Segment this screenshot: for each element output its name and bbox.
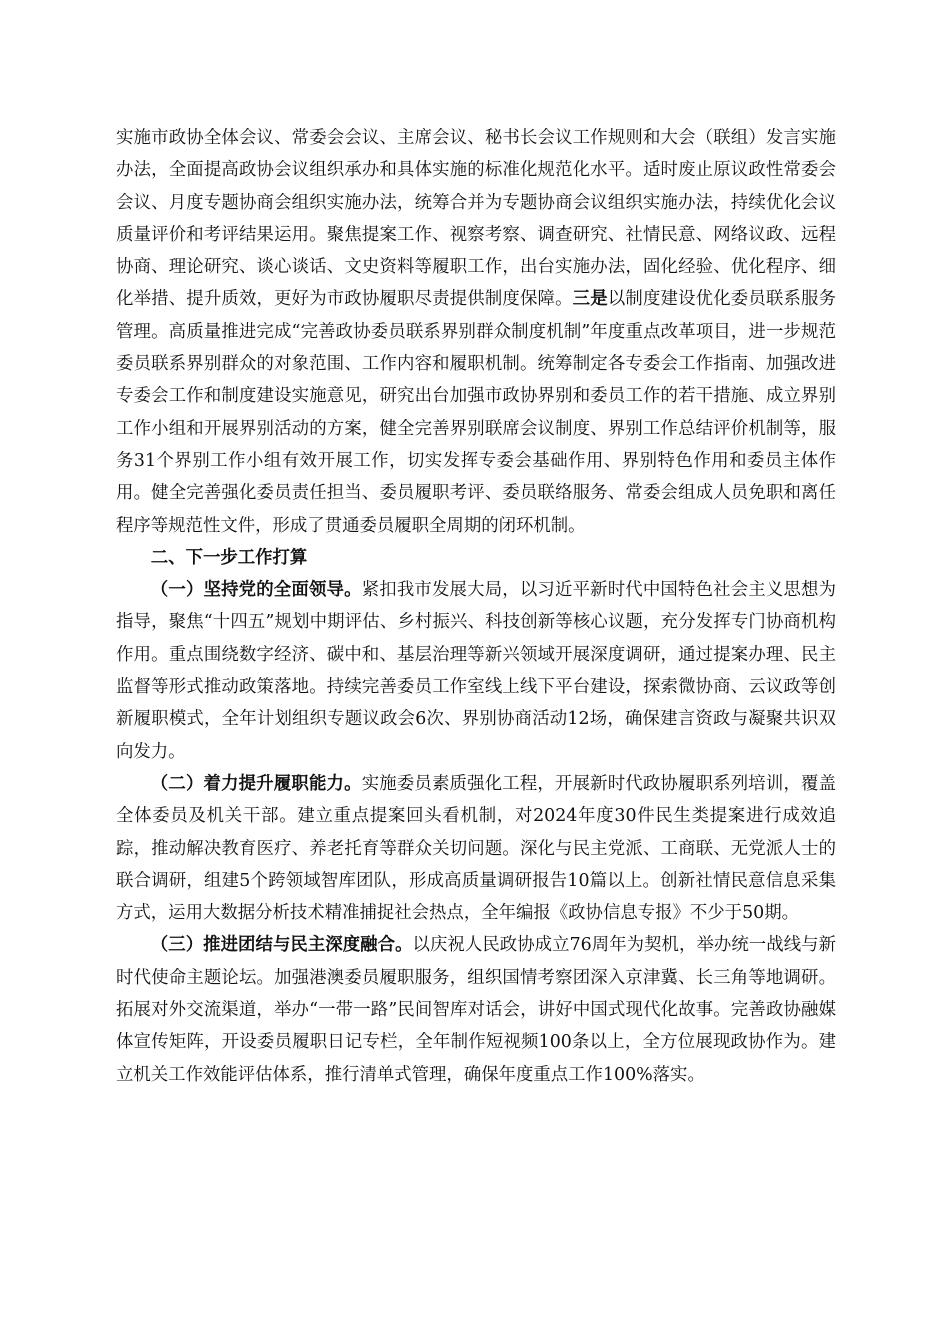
paragraph-institution-building bbox=[116, 122, 836, 542]
paragraph-unity-democracy bbox=[116, 929, 836, 1090]
document-body bbox=[116, 122, 836, 1091]
paragraph-lead: （三）推进团结与民主深度融合。 bbox=[150, 935, 413, 956]
paragraph-lead: 三是 bbox=[572, 289, 608, 310]
paragraph-text: 实施市政协全体会议、常委会会议、主席会议、秘书长会议工作规则和大会（联组）发言实施办法，全面提高政协会议组织承办和具体实施的标准化规范化水平。适时废止原议政性常委会会议、月度专题协商会组织实施办法，统筹合并为专题协商会议组织实施办法，持续优化会议质量评价和考评结果运用。聚焦提案工作、视察考察、调查研究、社情民意、网络议政、远程协商、理论研究、谈心谈话、文史资料等履职工作，出台实施办法，固化经验、优化程序、细化举措、提升质效，更好为市政协履职尽责提供制度保障。 bbox=[116, 128, 836, 310]
section-heading: 二、下一步工作打算 bbox=[150, 547, 308, 568]
paragraph-lead: （二）着力提升履职能力。 bbox=[150, 773, 362, 794]
paragraph-text: 以制度建设优化委员联系服务管理。高质量推进完成“完善政协委员联系界别群众制度机制”年度重点改革项目，进一步规范委员联系界别群众的对象范围、工作内容和履职机制。统筹制定各专委会工作指南、加强改进专委会工作和制度建设实施意见，研究出台加强市政协界别和委员工作的若干措施、成立界别工作小组和开展界别活动的方案，健全完善界别联席会议制度、界别工作总结评价机制等，服务31个界别工作小组有效开展工作，切实发挥专委会基础作用、界别特色作用和委员主体作用。健全完善强化委员责任担当、委员履职考评、委员联络服务、常委会组成人员免职和离任程序等规范性文件，形成了贯通委员履职全周期的闭环机制。 bbox=[116, 289, 836, 536]
paragraph-text: 以庆祝人民政协成立76周年为契机，举办统一战线与新时代使命主题论坛。加强港澳委员履职服务，组织国情考察团深入京津冀、长三角等地调研。拓展对外交流渠道，举办“一带一路”民间智库对话会，讲好中国式现代化故事。完善政协融媒体宣传矩阵，开设委员履职日记专栏，全年制作短视频100条以上，全方位展现政协作为。建立机关工作效能评估体系，推行清单式管理，确保年度重点工作100%落实。 bbox=[116, 935, 836, 1085]
paragraph-text: 实施委员素质强化工程，开展新时代政协履职系列培训，覆盖全体委员及机关干部。建立重点提案回头看机制，对2024年度30件民生类提案进行成效追踪，推动解决教育医疗、养老托育等群众关切问题。深化与民主党派、工商联、无党派人士的联合调研，组建5个跨领域智库团队，形成高质量调研报告10篇以上。创新社情民意信息采集方式，运用大数据分析技术精准捕捉社会热点，全年编报《政协信息专报》不少于50期。 bbox=[116, 773, 836, 924]
paragraph-lead: （一）坚持党的全面领导。 bbox=[150, 580, 362, 601]
paragraph-duty-capacity bbox=[116, 768, 836, 929]
paragraph-party-leadership bbox=[116, 574, 836, 768]
paragraph-text: 紧扣我市发展大局，以习近平新时代中国特色社会主义思想为指导，聚焦“十四五”规划中期评估、乡村振兴、科技创新等核心议题，充分发挥专门协商机构作用。重点围绕数字经济、碳中和、基层治理等新兴领域开展深度调研，通过提案办理、民主监督等形式推动政策落地。持续完善委员工作室线上线下平台建设，探索微协商、云议政等创新履职模式，全年计划组织专题议政会6次、界别协商活动12场，确保建言资政与凝聚共识双向发力。 bbox=[116, 580, 836, 762]
